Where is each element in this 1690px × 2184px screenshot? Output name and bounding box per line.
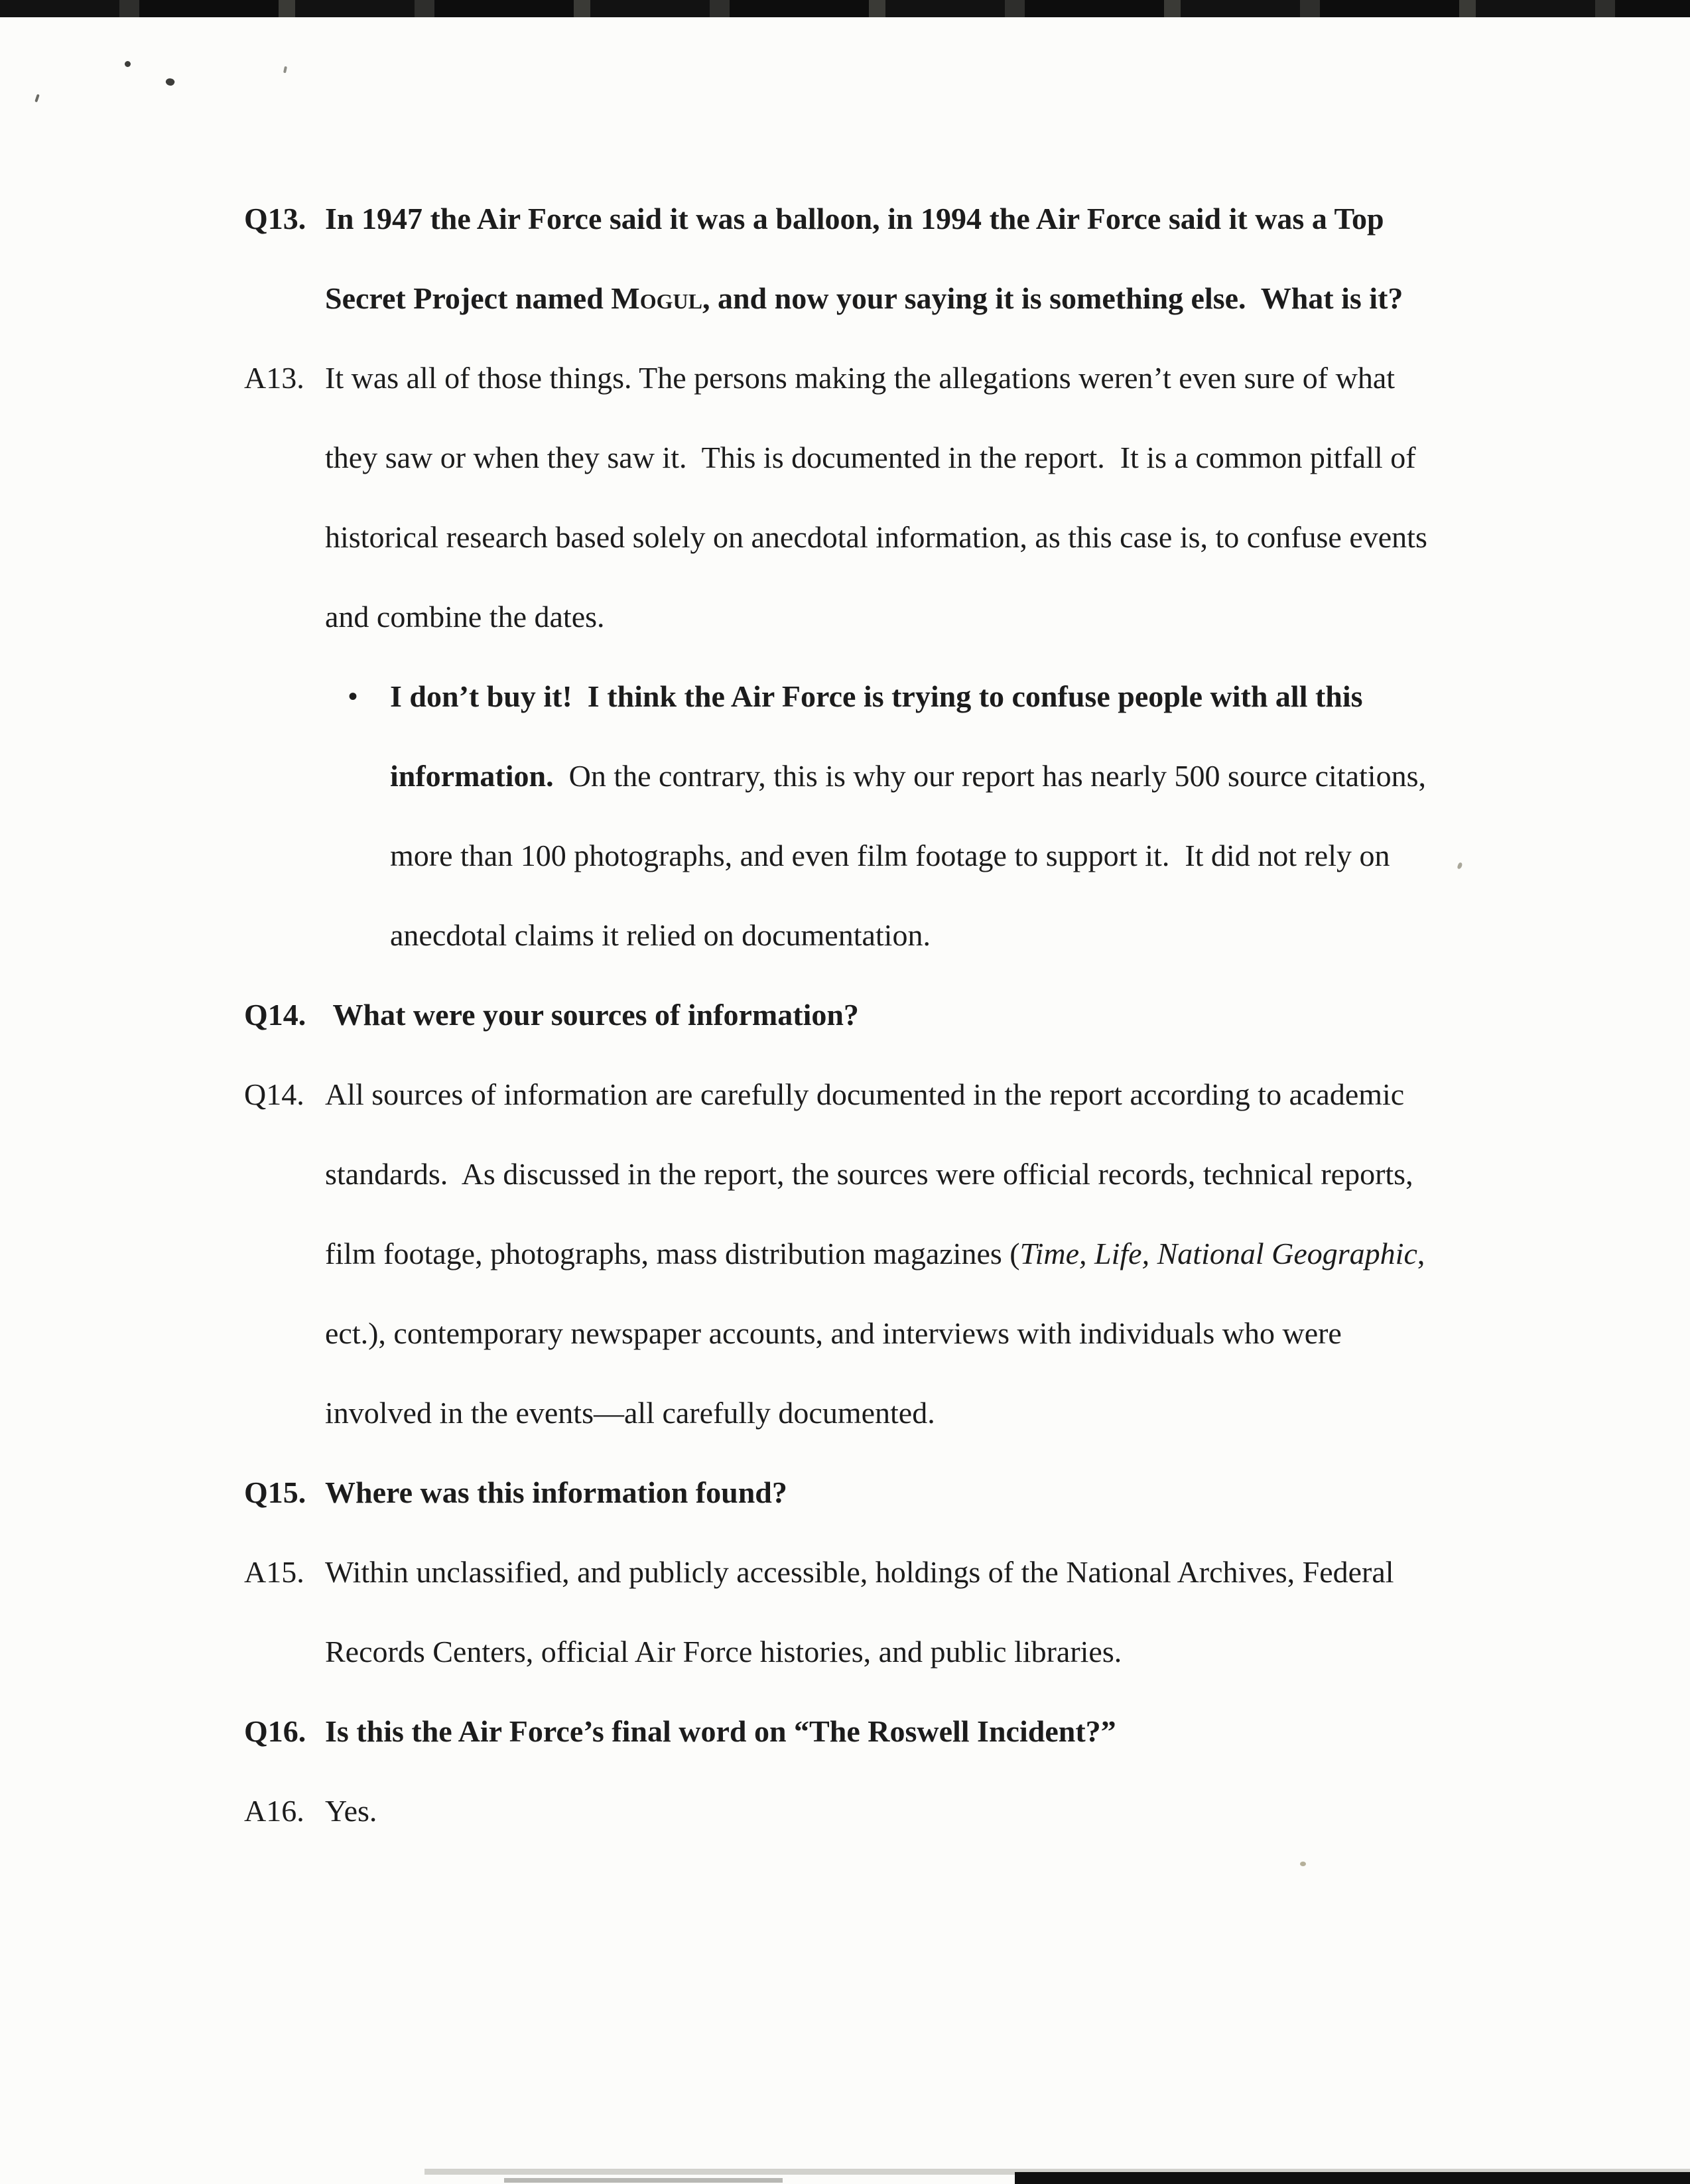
qa-label: A15. [244, 1555, 304, 1589]
question-paragraph [244, 1692, 1446, 1771]
qa-label: A13. [244, 361, 304, 395]
qa-label: Q13. [244, 202, 306, 236]
pen-mark [34, 94, 40, 103]
paragraph-text: Within unclassified, and publicly accessible, holdings of the National Archives, Federal Records Centers, official Air Force histories, and public libraries. [325, 1555, 1402, 1669]
scan-artifact-top-edge [0, 0, 1690, 17]
paragraph-text: What were your sources of information? [325, 998, 859, 1032]
answer-paragraph [244, 1055, 1446, 1453]
paragraph-text: Is this the Air Force’s final word on “The Roswell Incident?” [325, 1714, 1116, 1748]
qa-label: Q14. [244, 998, 306, 1032]
pen-mark [125, 61, 131, 67]
answer-paragraph [244, 338, 1446, 657]
paragraph-text: It was all of those things. The persons making the allegations weren’t even sure of what they saw or when they saw it. This is documented in the report. It is a common pitfall of historical research based solely on anecdotal information, as this case is, to confuse events and combine the dates. [325, 361, 1435, 634]
scan-speck [1457, 862, 1462, 869]
bullet-marker: • [348, 681, 358, 711]
scan-speck [1300, 1862, 1306, 1866]
answer-paragraph [244, 1771, 1446, 1851]
qa-label: Q16. [244, 1714, 306, 1748]
answer-paragraph [244, 1533, 1446, 1692]
question-paragraph [244, 1453, 1446, 1533]
paragraph-text: In 1947 the Air Force said it was a balloon, in 1994 the Air Force said it was a Top Secret Project named Mogul, and now your saying it is something else. What is it? [325, 202, 1403, 315]
paragraph-text: I don’t buy it! I think the Air Force is trying to confuse people with all this information. On the contrary, this is why our report has nearly 500 source citations, more than 100 photographs, and even film footage to support it. It did not rely on anecdotal claims it relied on documentation. [390, 679, 1434, 952]
paragraph-text: All sources of information are carefully documented in the report according to academic standards. As discussed in the report, the sources were official records, technical reports, film footage, photographs, mass distribution magazines (Time, Life, National Geographic, ect.), contemporary newspaper accounts, and interviews with individuals who were involved in the events—all carefully documented. [325, 1077, 1433, 1430]
pen-mark [164, 77, 175, 87]
scan-artifact-bottom-edge [1015, 2172, 1690, 2184]
paragraph-text: Where was this information found? [325, 1475, 787, 1509]
paragraph-text: Yes. [325, 1794, 377, 1828]
qa-label: A16. [244, 1794, 304, 1828]
qa-label: Q14. [244, 1077, 304, 1111]
pen-mark [283, 66, 287, 74]
bullet-item [244, 657, 1446, 975]
document-body [244, 179, 1446, 1851]
question-paragraph [244, 975, 1446, 1055]
scan-artifact-bottom-left [504, 2178, 783, 2183]
qa-label: Q15. [244, 1475, 306, 1509]
question-paragraph [244, 179, 1446, 338]
